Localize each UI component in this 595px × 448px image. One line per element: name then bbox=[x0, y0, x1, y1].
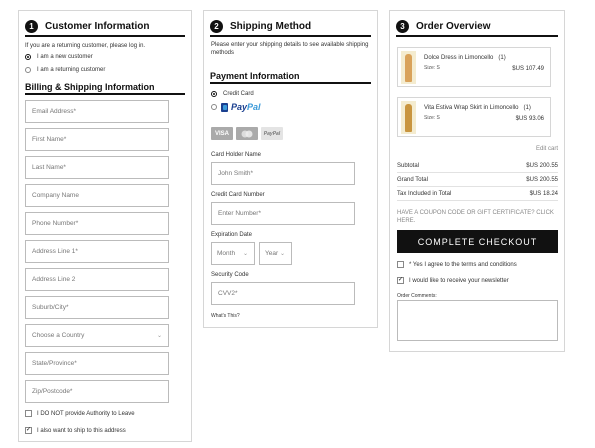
chevron-down-icon: ⌄ bbox=[279, 251, 285, 257]
new-customer-radio[interactable] bbox=[25, 54, 93, 60]
mastercard-logo bbox=[236, 127, 258, 140]
country-select[interactable] bbox=[25, 324, 169, 347]
paypal-icon bbox=[221, 103, 228, 112]
shipping-method-header bbox=[210, 17, 371, 37]
card-number-label: Credit Card Number bbox=[211, 192, 265, 198]
expiry-year-select[interactable] bbox=[259, 242, 292, 265]
email-field[interactable]: Email Address* bbox=[25, 100, 169, 123]
step-number-2: 2 bbox=[210, 20, 223, 33]
radio-empty-icon bbox=[25, 67, 31, 73]
mastercard-icon bbox=[240, 130, 254, 138]
paypal-pay-text: Pay bbox=[231, 102, 248, 112]
state-province-field[interactable]: State/Province* bbox=[25, 352, 169, 375]
tax-row bbox=[397, 191, 558, 201]
cart-item-size: Size: S bbox=[424, 115, 440, 121]
checkmark-icon: ✓ bbox=[26, 427, 32, 433]
chevron-down-icon: ⌄ bbox=[242, 251, 248, 257]
product-image bbox=[405, 54, 412, 82]
newsletter-label: I would like to receive your newsletter bbox=[409, 277, 509, 284]
grand-total-value: $US 200.55 bbox=[526, 177, 558, 183]
cart-item-size: Size: S bbox=[424, 65, 440, 71]
ship-to-address-label: I also want to ship to this address bbox=[37, 427, 126, 434]
shipping-method-title: Shipping Method bbox=[230, 20, 312, 32]
card-number-field[interactable]: Enter Number* bbox=[211, 202, 355, 225]
zip-postcode-field[interactable]: Zip/Postcode* bbox=[25, 380, 169, 403]
checkmark-icon: ✓ bbox=[398, 277, 404, 283]
card-holder-field[interactable]: John Smith* bbox=[211, 162, 355, 185]
paypal-pal-text: Pal bbox=[247, 102, 261, 112]
complete-checkout-button[interactable]: COMPLETE CHECKOUT bbox=[397, 230, 558, 253]
card-holder-label: Card Holder Name bbox=[211, 152, 262, 158]
newsletter-checkbox[interactable] bbox=[397, 277, 509, 284]
last-name-field[interactable]: Last Name* bbox=[25, 156, 169, 179]
shipping-payment-panel bbox=[203, 10, 378, 328]
company-name-field[interactable]: Company Name bbox=[25, 184, 169, 207]
customer-information-panel bbox=[18, 10, 192, 442]
security-code-field[interactable]: CVV2* bbox=[211, 282, 355, 305]
returning-customer-note: If you are a returning customer, please log in. bbox=[25, 43, 146, 49]
tax-label: Tax Included in Total bbox=[397, 191, 452, 197]
expiry-year-value: Year bbox=[265, 250, 279, 257]
address-line-2-field[interactable]: Address Line 2 bbox=[25, 268, 169, 291]
product-thumbnail[interactable] bbox=[401, 101, 416, 134]
credit-card-label: Credit Card bbox=[223, 91, 254, 97]
coupon-link[interactable]: HAVE A COUPON CODE OR GIFT CERTIFICATE? CLICK HERE. bbox=[397, 210, 554, 224]
paypal-logo bbox=[221, 102, 261, 112]
grand-total-row bbox=[397, 177, 558, 187]
payment-information-title: Payment Information bbox=[210, 70, 371, 84]
subtotal-value: $US 200.55 bbox=[526, 163, 558, 169]
suburb-city-field[interactable]: Suburb/City* bbox=[25, 296, 169, 319]
product-thumbnail[interactable] bbox=[401, 51, 416, 84]
edit-cart-link[interactable]: Edit cart bbox=[535, 146, 558, 152]
paypal-card-logo: PayPal bbox=[261, 127, 283, 140]
radio-selected-icon bbox=[211, 91, 217, 97]
first-name-field[interactable]: First Name* bbox=[25, 128, 169, 151]
billing-shipping-title: Billing & Shipping Information bbox=[25, 81, 185, 95]
subtotal-row bbox=[397, 163, 558, 173]
cart-item-name: Vita Estiva Wrap Skirt in Limoncello (1) bbox=[424, 105, 531, 111]
customer-information-header bbox=[25, 17, 185, 37]
cart-item-name: Dolce Dress in Limoncello (1) bbox=[424, 55, 506, 61]
order-overview-panel bbox=[389, 10, 565, 352]
terms-label: * Yes I agree to the terms and conditions bbox=[409, 261, 517, 268]
radio-empty-icon bbox=[211, 104, 217, 110]
radio-selected-icon bbox=[25, 54, 31, 60]
ship-to-address-checkbox[interactable] bbox=[25, 427, 126, 434]
authority-to-leave-checkbox[interactable] bbox=[25, 410, 135, 417]
expiry-month-select[interactable] bbox=[211, 242, 255, 265]
checkbox-empty-icon bbox=[397, 261, 404, 268]
country-select-value: Choose a Country bbox=[32, 332, 85, 339]
order-overview-title: Order Overview bbox=[416, 20, 491, 32]
edit-cart-row bbox=[397, 146, 558, 152]
expiry-month-value: Month bbox=[217, 250, 236, 257]
customer-information-title: Customer Information bbox=[45, 20, 150, 32]
address-line-1-field[interactable]: Address Line 1* bbox=[25, 240, 169, 263]
cart-item bbox=[397, 97, 551, 137]
visa-logo: VISA bbox=[211, 127, 233, 140]
product-image bbox=[405, 104, 412, 132]
order-comments-textarea[interactable] bbox=[397, 300, 558, 341]
order-comments-label: Order Comments: bbox=[397, 293, 437, 299]
phone-number-field[interactable]: Phone Number* bbox=[25, 212, 169, 235]
step-number-3: 3 bbox=[396, 20, 409, 33]
whats-this-link[interactable]: What's This? bbox=[211, 313, 240, 319]
cart-item-price: $US 107.49 bbox=[512, 66, 544, 72]
checkbox-empty-icon bbox=[25, 410, 32, 417]
new-customer-label: I am a new customer bbox=[37, 54, 93, 60]
grand-total-label: Grand Total bbox=[397, 177, 428, 183]
shipping-method-note: Please enter your shipping details to see available shipping methods bbox=[211, 42, 369, 56]
tax-value: $US 18.24 bbox=[529, 191, 558, 197]
credit-card-radio[interactable] bbox=[211, 91, 254, 97]
step-number-1: 1 bbox=[25, 20, 38, 33]
cart-item-price: $US 93.06 bbox=[515, 116, 544, 122]
expiration-date-label: Expiration Date bbox=[211, 232, 253, 238]
returning-customer-label: I am a returning customer bbox=[37, 67, 106, 73]
terms-checkbox[interactable] bbox=[397, 261, 517, 268]
security-code-label: Security Code bbox=[211, 272, 249, 278]
chevron-down-icon: ⌄ bbox=[156, 333, 162, 339]
returning-customer-radio[interactable] bbox=[25, 67, 105, 73]
cart-item bbox=[397, 47, 551, 87]
subtotal-label: Subtotal bbox=[397, 163, 420, 169]
order-overview-header bbox=[396, 17, 558, 37]
authority-to-leave-label: I DO NOT provide Authority to Leave bbox=[37, 410, 135, 417]
